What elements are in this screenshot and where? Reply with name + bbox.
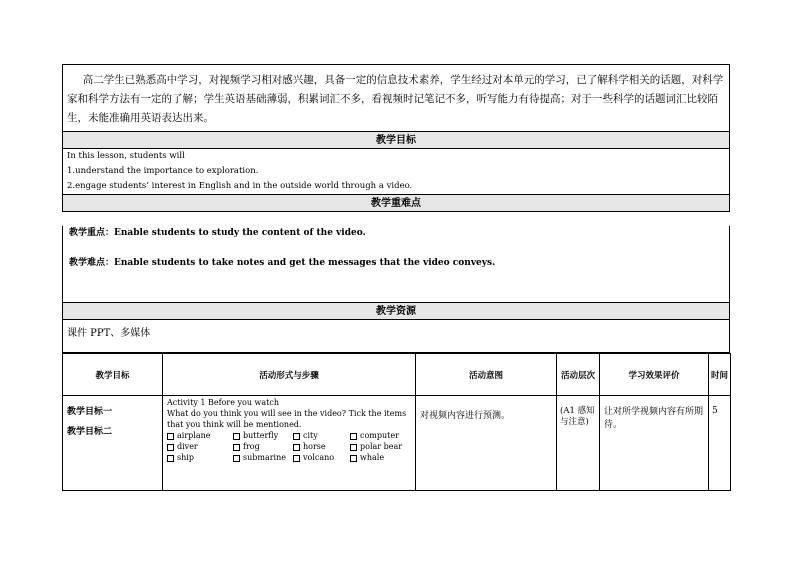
level-cell: (A1 感知与注意)	[557, 396, 600, 491]
lesson-plan-document	[62, 64, 730, 491]
col-header: 活动层次	[557, 354, 600, 396]
checklist-item[interactable]: diver	[167, 441, 233, 452]
checkbox-icon	[293, 444, 300, 451]
checkbox-icon	[293, 455, 300, 462]
checkbox-icon	[350, 455, 357, 462]
goals-header: 教学目标	[62, 132, 730, 149]
checkbox-icon	[167, 455, 174, 462]
checkbox-icon	[233, 444, 240, 451]
checklist-item[interactable]: volcano	[293, 452, 350, 463]
time-cell: 5	[709, 396, 731, 491]
goals-line: 1.understand the importance to exploration.	[67, 166, 259, 176]
keypoints-header: 教学重难点	[62, 195, 730, 212]
checklist-item[interactable]: frog	[233, 441, 293, 452]
checkbox-icon	[233, 433, 240, 440]
checkbox-icon	[350, 444, 357, 451]
activity-title: Activity 1 Before you watch	[167, 398, 280, 407]
checklist-item[interactable]: horse	[293, 441, 350, 452]
checklist-item[interactable]: city	[293, 430, 350, 441]
col-header: 学习效果评价	[600, 354, 709, 396]
goals-line: In this lesson, students will	[67, 151, 185, 161]
goals-line: 2.engage students’ interest in English and in the outside world through a video.	[67, 181, 413, 191]
col-header: 时间	[709, 354, 731, 396]
goal-label: 教学目标一	[67, 407, 113, 417]
item-checklist	[167, 430, 411, 463]
resources-header: 教学资源	[62, 303, 730, 320]
activity-cell	[163, 396, 416, 491]
col-header: 活动意图	[416, 354, 557, 396]
resources-text: 课件 PPT、多媒体	[62, 320, 730, 353]
checklist-item[interactable]: whale	[350, 452, 412, 463]
checkbox-icon	[167, 444, 174, 451]
goal-cell	[63, 396, 163, 491]
goal-label: 教学目标二	[67, 427, 113, 437]
col-header: 教学目标	[63, 354, 163, 396]
checkbox-icon	[350, 433, 357, 440]
col-header: 活动形式与步骤	[163, 354, 416, 396]
activity-table	[62, 353, 731, 491]
intent-cell: 对视频内容进行预测。	[416, 396, 557, 491]
goals-section	[62, 149, 730, 195]
checkbox-icon	[233, 455, 240, 462]
keypoints-section	[62, 226, 730, 303]
checklist-item[interactable]: submarine	[233, 452, 293, 463]
checklist-item[interactable]: butterfly	[233, 430, 293, 441]
checklist-item[interactable]: computer	[350, 430, 412, 441]
checkbox-icon	[293, 433, 300, 440]
teaching-focus: 教学重点：Enable students to study the content of the video.	[69, 228, 366, 238]
checklist-item[interactable]: ship	[167, 452, 233, 463]
checklist-item[interactable]: airplane	[167, 430, 233, 441]
teaching-difficulty: 教学难点：Enable students to take notes and get the messages that the video conveys.	[69, 258, 496, 268]
checklist-item[interactable]: polar bear	[350, 441, 412, 452]
evaluation-cell: 让对所学视频内容有所期待。	[600, 396, 709, 491]
activity-question: What do you think you will see in the video? Tick the items that you think will be mentioned.	[167, 409, 407, 429]
checkbox-icon	[167, 433, 174, 440]
table-row	[63, 396, 731, 491]
student-analysis-text: 高二学生已熟悉高中学习，对视频学习相对感兴趣，具备一定的信息技术素养，学生经过对本单元的学习，已了解科学相关的话题，对科学家和科学方法有一定的了解；学生英语基础薄弱，积累词汇不多，看视频时记笔记不多，听写能力有待提高；对于一些科学的话题词汇比较陌生，未能准确用英语表达出来。	[62, 64, 730, 132]
activity-table-header	[63, 354, 731, 396]
